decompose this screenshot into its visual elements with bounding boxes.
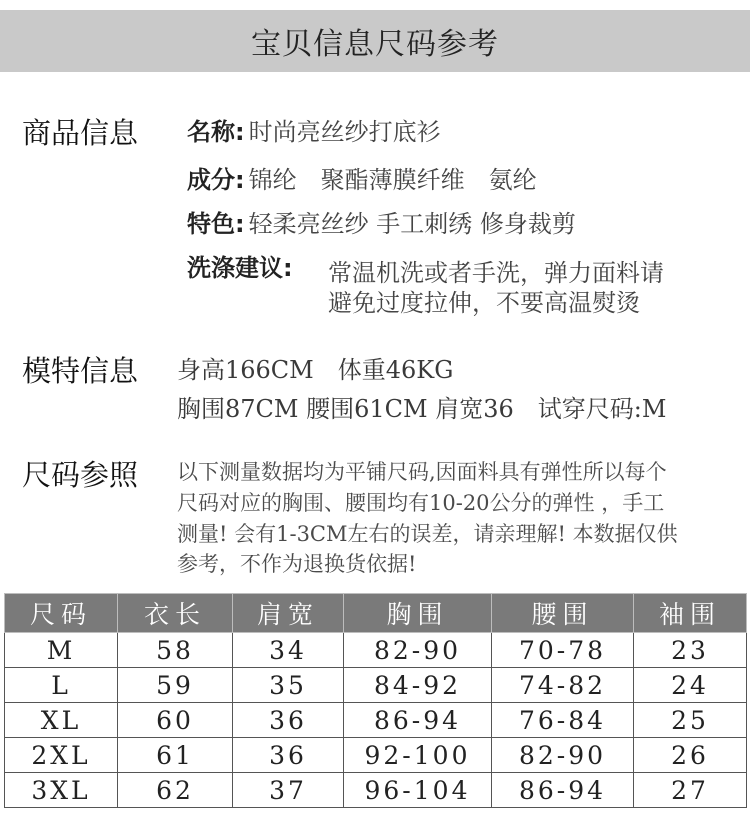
table-cell: 60: [118, 703, 233, 738]
size-note-line-2: 尺码对应的胸围、腰围均有10-20公分的弹性 ，手工: [177, 491, 665, 515]
table-row: [5, 773, 747, 808]
product-name-key: 名称:: [187, 118, 245, 146]
product-feature-value: 轻柔亮丝纱 手工刺绣 修身裁剪: [248, 210, 576, 238]
product-name-value: 时尚亮丝纱打底衫: [248, 118, 441, 146]
table-cell: 86-94: [344, 703, 492, 738]
table-row: [5, 668, 747, 703]
header-size: 尺码: [5, 594, 118, 633]
model-info-line-1: 身高166CM 体重46KG: [177, 356, 454, 384]
table-cell: 3XL: [5, 773, 118, 808]
table-cell: 82-90: [344, 633, 492, 668]
product-info-label: 商品信息: [22, 116, 139, 150]
product-material-key: 成分:: [187, 166, 245, 194]
table-cell: 59: [118, 668, 233, 703]
model-info-label: 模特信息: [22, 354, 139, 388]
table-cell: 34: [233, 633, 344, 668]
model-info-line-2: 胸围87CM 腰围61CM 肩宽36 试穿尺码:M: [177, 395, 667, 423]
header-waist: 腰围: [492, 594, 634, 633]
table-cell: 27: [634, 773, 747, 808]
table-cell: 2XL: [5, 738, 118, 773]
table-cell: XL: [5, 703, 118, 738]
header-shoulder: 肩宽: [233, 594, 344, 633]
table-cell: 36: [233, 738, 344, 773]
wash-advice-line-1: 常温机洗或者手洗，弹力面料请: [328, 259, 664, 287]
table-cell: 74-82: [492, 668, 634, 703]
size-note-line-3: 测量! 会有1-3CM左右的误差，请亲理解! 本数据仅供: [177, 522, 678, 546]
table-cell: 23: [634, 633, 747, 668]
product-material-row: [187, 160, 537, 195]
table-cell: 24: [634, 668, 747, 703]
table-row: [5, 703, 747, 738]
table-cell: 96-104: [344, 773, 492, 808]
table-cell: 36: [233, 703, 344, 738]
table-cell: 92-100: [344, 738, 492, 773]
table-cell: 82-90: [492, 738, 634, 773]
table-cell: 61: [118, 738, 233, 773]
table-cell: 76-84: [492, 703, 634, 738]
table-row: [5, 738, 747, 773]
product-feature-row: [187, 204, 576, 239]
table-cell: 84-92: [344, 668, 492, 703]
size-note-line-4: 参考，不作为退换货依据!: [177, 552, 417, 576]
size-table: [4, 593, 747, 808]
table-cell: 70-78: [492, 633, 634, 668]
title-banner: [0, 10, 750, 72]
wash-advice-line-2: 避免过度拉伸，不要高温熨烫: [328, 289, 640, 317]
table-cell: 25: [634, 703, 747, 738]
table-cell: 86-94: [492, 773, 634, 808]
header-sleeve: 袖围: [634, 594, 747, 633]
size-reference-label: 尺码参照: [22, 458, 139, 492]
table-cell: 37: [233, 773, 344, 808]
header-bust: 胸围: [344, 594, 492, 633]
header-length: 衣长: [118, 594, 233, 633]
table-cell: 58: [118, 633, 233, 668]
product-name-row: [187, 112, 441, 147]
product-material-value: 锦纶 聚酯薄膜纤维 氨纶: [248, 166, 537, 194]
size-note-line-1: 以下测量数据均为平铺尺码,因面料具有弹性所以每个: [177, 460, 667, 484]
product-feature-key: 特色:: [187, 210, 245, 238]
table-cell: M: [5, 633, 118, 668]
table-header-row: [5, 594, 747, 633]
table-cell: L: [5, 668, 118, 703]
page-title: 宝贝信息尺码参考: [251, 27, 499, 62]
table-cell: 62: [118, 773, 233, 808]
table-row: [5, 633, 747, 668]
table-cell: 26: [634, 738, 747, 773]
wash-advice-key: 洗涤建议:: [187, 254, 293, 282]
table-cell: 35: [233, 668, 344, 703]
